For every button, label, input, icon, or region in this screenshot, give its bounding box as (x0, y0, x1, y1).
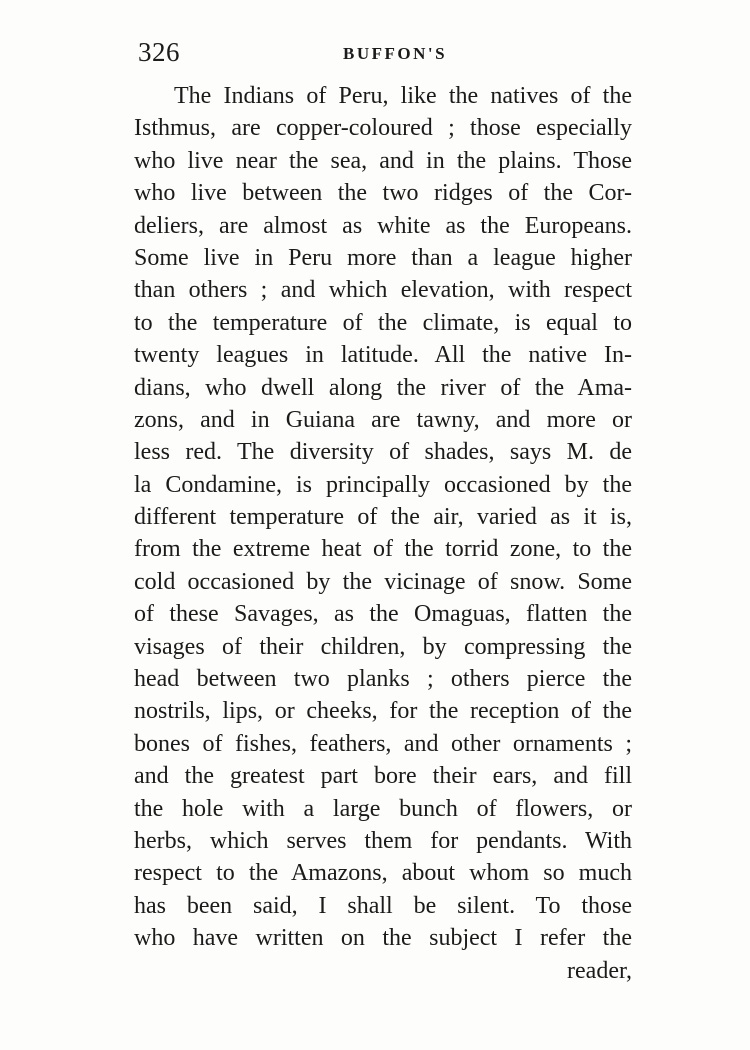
text-line: Isthmus, are copper-coloured ; those especially (134, 115, 632, 142)
text-line: la Condamine, is principally occasioned by the (134, 471, 632, 498)
text-line: dians, who dwell along the river of the Ama- (134, 374, 632, 401)
text-line: who live near the sea, and in the plains. Those (134, 147, 632, 174)
text-line: of these Savages, as the Omaguas, flatten the (134, 601, 632, 628)
text-line: twenty leagues in latitude. All the native In- (134, 342, 632, 369)
text-line: The Indians of Peru, like the natives of the (174, 83, 632, 109)
text-line: than others ; and which elevation, with respect (134, 277, 632, 304)
running-head: BUFFON'S (343, 44, 448, 63)
text-line: deliers, are almost as white as the Europeans. (134, 212, 632, 239)
catchword: reader, (567, 957, 632, 984)
text-line: nostrils, lips, or cheeks, for the reception of the (134, 698, 632, 725)
text-line: less red. The diversity of shades, says M. de (134, 439, 632, 466)
text-line: different temperature of the air, varied as it is, (134, 504, 632, 531)
text-line: Some live in Peru more than a league higher (134, 244, 632, 271)
text-line: from the extreme heat of the torrid zone, to the (134, 536, 632, 563)
text-line: the hole with a large bunch of flowers, or (134, 795, 632, 822)
text-line: bones of fishes, feathers, and other ornaments ; (134, 730, 632, 757)
text-line: visages of their children, by compressing the (134, 633, 632, 660)
text-line: herbs, which serves them for pendants. With (134, 827, 632, 854)
text-line: who live between the two ridges of the Cor- (134, 180, 632, 207)
text-line: and the greatest part bore their ears, and fill (134, 763, 632, 790)
text-line: respect to the Amazons, about whom so much (134, 860, 632, 887)
text-line: zons, and in Guiana are tawny, and more or (134, 406, 632, 433)
page-header (138, 34, 630, 70)
body-text (134, 80, 632, 987)
text-line: to the temperature of the climate, is equal to (134, 309, 632, 336)
text-line: who have written on the subject I refer the (134, 925, 632, 952)
page-number: 326 (138, 37, 180, 67)
text-line: has been said, I shall be silent. To those (134, 892, 632, 919)
text-line: cold occasioned by the vicinage of snow. Some (134, 568, 632, 595)
text-line: head between two planks ; others pierce the (134, 666, 632, 693)
